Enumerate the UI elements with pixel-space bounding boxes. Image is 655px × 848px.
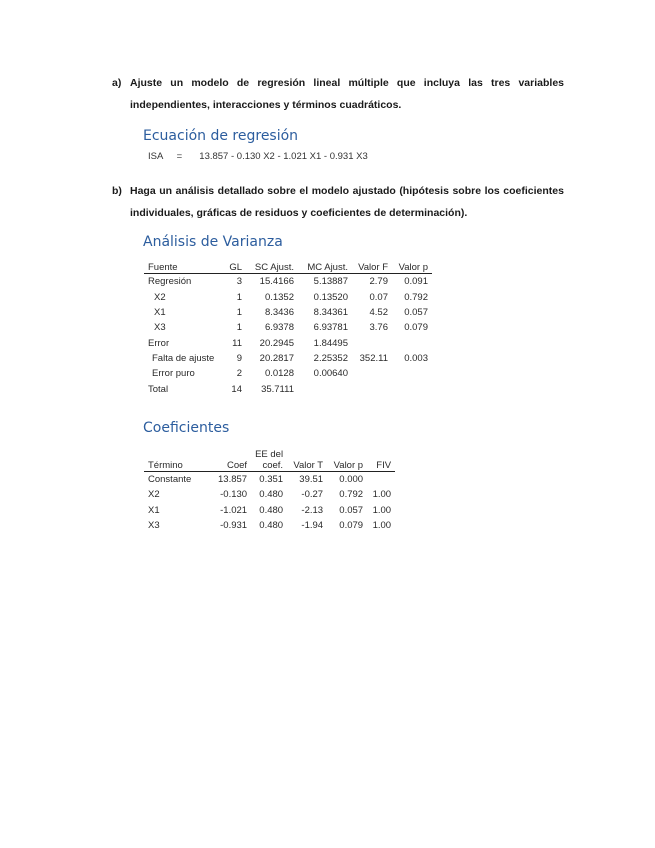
coef-value-cell: -0.130 bbox=[220, 489, 248, 501]
anova-value-cell: 5.13887 bbox=[313, 276, 348, 288]
anova-source-cell: X2 bbox=[154, 291, 166, 303]
coef-header-fiv: FIV bbox=[367, 443, 395, 472]
coef-header-coef: Coef bbox=[214, 443, 251, 472]
coef-value-cell: -1.021 bbox=[220, 504, 248, 516]
coef-term-cell: X2 bbox=[148, 489, 160, 501]
item-a-text: Ajuste un modelo de regresión lineal múltiple que incluya las tres variables independientes, interacciones y términos cuadráticos. bbox=[130, 77, 564, 111]
anova-value-cell bbox=[352, 381, 392, 396]
anova-header-gl: GL bbox=[224, 258, 246, 274]
coefficients-row bbox=[144, 518, 395, 533]
coef-value-cell: 0.480 bbox=[259, 520, 284, 532]
coef-value-cell: -2.13 bbox=[301, 504, 324, 516]
anova-row bbox=[144, 305, 432, 320]
anova-source-cell: Total bbox=[148, 383, 169, 395]
anova-value-cell: 20.2817 bbox=[259, 352, 294, 364]
anova-value-cell: 2.79 bbox=[369, 276, 388, 288]
coef-value-cell: 0.351 bbox=[259, 474, 284, 486]
anova-value-cell bbox=[392, 366, 432, 381]
coef-header-valor-t: Valor T bbox=[287, 443, 327, 472]
anova-value-cell: 9 bbox=[236, 352, 242, 364]
item-b-marker: b) bbox=[112, 185, 122, 197]
anova-row bbox=[144, 274, 432, 290]
item-a-marker: a) bbox=[112, 77, 122, 89]
anova-value-cell: 8.34361 bbox=[313, 307, 348, 319]
anova-value-cell: 0.057 bbox=[404, 307, 428, 319]
coef-term-cell: Constante bbox=[148, 474, 192, 486]
anova-source-cell: X1 bbox=[154, 307, 166, 319]
anova-title: Análisis de Varianza bbox=[143, 234, 283, 250]
anova-value-cell: 1 bbox=[236, 307, 242, 319]
anova-header-fuente: Fuente bbox=[144, 258, 224, 274]
anova-value-cell: 0.079 bbox=[404, 322, 428, 334]
anova-value-cell: 0.003 bbox=[404, 352, 428, 364]
coef-value-cell: -0.931 bbox=[220, 520, 248, 532]
coef-value-cell: 1.00 bbox=[372, 489, 392, 501]
coef-value-cell: 0.480 bbox=[259, 504, 284, 516]
anova-header-sc: SC Ajust. bbox=[246, 258, 298, 274]
anova-value-cell bbox=[352, 335, 392, 350]
coefficients-row bbox=[144, 487, 395, 502]
coef-value-cell: 0.480 bbox=[259, 489, 284, 501]
coef-value-cell: 0.000 bbox=[339, 474, 364, 486]
coef-value-cell: 0.792 bbox=[339, 489, 364, 501]
anova-value-cell: 0.1352 bbox=[264, 291, 294, 303]
anova-row bbox=[144, 335, 432, 350]
coef-header-valor-p: Valor p bbox=[327, 443, 367, 472]
anova-value-cell: 0.091 bbox=[404, 276, 428, 288]
anova-header-valor-p: Valor p bbox=[392, 258, 432, 274]
anova-value-cell bbox=[352, 366, 392, 381]
anova-value-cell: 1.84495 bbox=[313, 337, 348, 349]
item-b bbox=[112, 180, 564, 224]
anova-header-mc: MC Ajust. bbox=[298, 258, 352, 274]
anova-value-cell: 6.9378 bbox=[264, 322, 294, 334]
coefficients-title: Coeficientes bbox=[143, 420, 230, 436]
anova-row bbox=[144, 351, 432, 366]
anova-value-cell: 4.52 bbox=[369, 307, 388, 319]
coef-value-cell: 13.857 bbox=[218, 474, 248, 486]
item-a bbox=[112, 72, 564, 116]
regression-equation-title: Ecuación de regresión bbox=[143, 128, 299, 144]
anova-value-cell bbox=[298, 381, 352, 396]
coef-header-ee-line2: coef. bbox=[262, 460, 284, 471]
anova-value-cell: 15.4166 bbox=[259, 276, 294, 288]
anova-value-cell: 0.07 bbox=[369, 291, 388, 303]
anova-header-row bbox=[144, 258, 432, 274]
anova-value-cell: 0.00640 bbox=[313, 368, 348, 380]
anova-row bbox=[144, 290, 432, 305]
coefficients-row bbox=[144, 503, 395, 518]
equation-rhs: 13.857 - 0.130 X2 - 1.021 X1 - 0.931 X3 bbox=[199, 151, 368, 162]
coef-header-termino: Término bbox=[144, 443, 214, 472]
coef-value-cell: 0.057 bbox=[339, 504, 364, 516]
anova-value-cell: 6.93781 bbox=[313, 322, 348, 334]
anova-value-cell: 1 bbox=[236, 322, 242, 334]
coef-value-cell: -1.94 bbox=[301, 520, 324, 532]
anova-value-cell: 20.2945 bbox=[259, 337, 294, 349]
equation-equals: = bbox=[176, 151, 183, 162]
anova-value-cell: 0.0128 bbox=[264, 368, 294, 380]
anova-source-cell: Falta de ajuste bbox=[152, 352, 215, 364]
coef-term-cell: X3 bbox=[148, 520, 160, 532]
anova-value-cell: 0.792 bbox=[404, 291, 428, 303]
coef-value-cell: 0.079 bbox=[339, 520, 364, 532]
anova-value-cell: 14 bbox=[231, 383, 242, 395]
coef-value-cell: 1.00 bbox=[372, 520, 392, 532]
anova-value-cell: 3.76 bbox=[369, 322, 388, 334]
anova-row bbox=[144, 366, 432, 381]
coef-value-cell: 39.51 bbox=[299, 474, 324, 486]
anova-value-cell: 11 bbox=[232, 337, 242, 349]
anova-source-cell: X3 bbox=[154, 322, 166, 334]
coef-term-cell: X1 bbox=[148, 504, 160, 516]
anova-value-cell: 0.13520 bbox=[313, 291, 348, 303]
coefficients-table bbox=[144, 443, 395, 533]
anova-value-cell: 2.25352 bbox=[313, 352, 348, 364]
anova-value-cell: 35.7111 bbox=[261, 383, 294, 395]
coef-header-ee bbox=[251, 443, 287, 472]
coefficients-row bbox=[144, 472, 395, 488]
coef-value-cell bbox=[367, 472, 395, 488]
anova-table bbox=[144, 258, 432, 397]
anova-row bbox=[144, 381, 432, 396]
anova-value-cell: 3 bbox=[236, 276, 242, 288]
coef-value-cell: 1.00 bbox=[372, 504, 392, 516]
regression-equation bbox=[148, 151, 368, 162]
item-b-text: Haga un análisis detallado sobre el modelo ajustado (hipótesis sobre los coeficientes individuales, gráficas de residuos y coeficientes de determinación). bbox=[130, 185, 564, 219]
anova-source-cell: Error puro bbox=[152, 368, 195, 380]
anova-value-cell: 1 bbox=[236, 291, 242, 303]
anova-source-cell: Error bbox=[148, 337, 170, 349]
coef-header-ee-line1: EE del bbox=[255, 449, 284, 460]
anova-value-cell bbox=[392, 381, 432, 396]
anova-value-cell: 8.3436 bbox=[264, 307, 294, 319]
anova-value-cell: 2 bbox=[236, 368, 242, 380]
anova-source-cell: Regresión bbox=[148, 276, 192, 288]
anova-row bbox=[144, 320, 432, 335]
anova-value-cell: 352.11 bbox=[359, 352, 388, 364]
equation-lhs: ISA bbox=[148, 151, 164, 162]
anova-value-cell bbox=[392, 335, 432, 350]
coef-value-cell: -0.27 bbox=[301, 489, 324, 501]
coefficients-header-row bbox=[144, 443, 395, 472]
anova-header-valor-f: Valor F bbox=[352, 258, 392, 274]
